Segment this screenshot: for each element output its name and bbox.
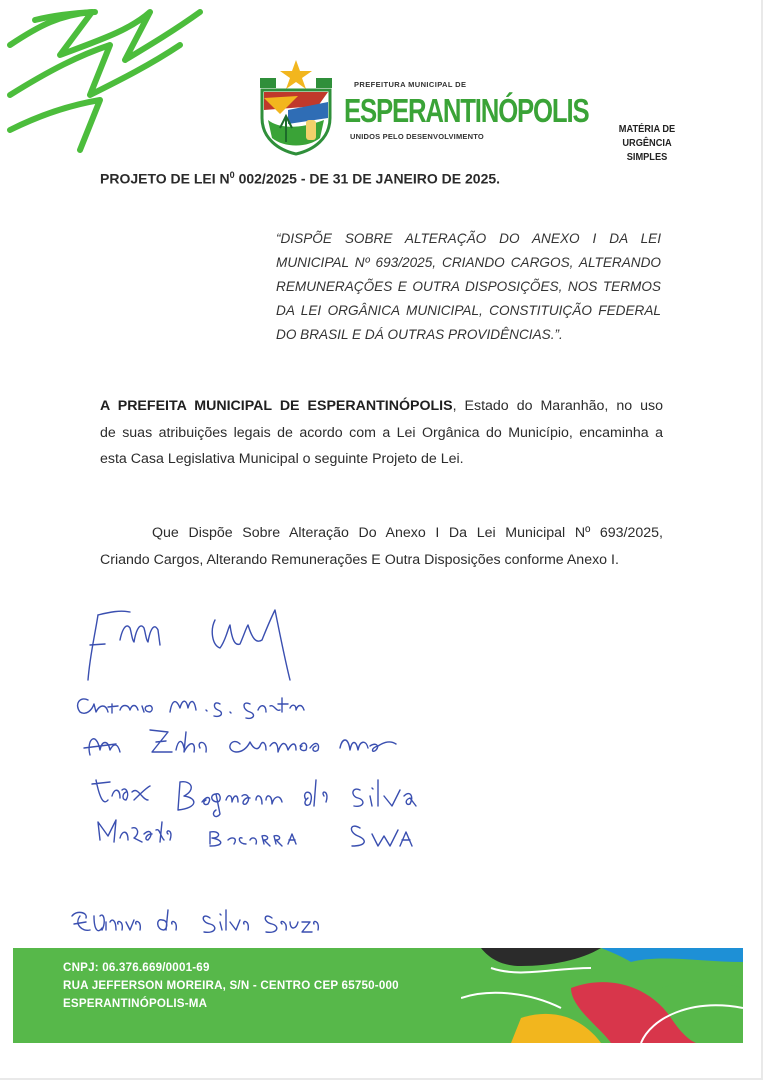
urgency-label (600, 122, 693, 164)
signature-2 (84, 730, 396, 755)
brand-top-text: PREFEITURA MUNICIPAL DE (354, 80, 467, 89)
dispositive-paragraph (100, 520, 663, 573)
law-title (100, 170, 500, 187)
preamble-paragraph (100, 393, 663, 473)
preamble-line1-rest: , Estado do Maranhão, no uso (452, 398, 663, 414)
preamble-line (100, 393, 663, 420)
urgency-line-1: MATÉRIA DE URGÊNCIA (618, 123, 676, 149)
preamble-bold: A PREFEITA MUNICIPAL DE ESPERANTINÓPOLIS (100, 398, 453, 414)
ementa-line: DO BRASIL E DÁ OUTRAS PROVIDÊNCIAS.”. (276, 326, 563, 342)
urgency-line-2: SIMPLES (626, 151, 668, 163)
footer-decoration (461, 948, 743, 1043)
brand-slogan: UNIDOS PELO DESENVOLVIMENTO (350, 132, 484, 141)
corner-decoration (0, 0, 240, 165)
footer-band (13, 948, 743, 1043)
dispositive-line: Criando Cargos, Alterando Remunerações E Outra Disposições conforme Anexo I. (100, 551, 619, 568)
law-title-pre: PROJETO DE LEI N (100, 170, 230, 187)
signature-1 (78, 698, 304, 718)
ementa-line: MUNICIPAL Nº 693/2025, CRIANDO CARGOS, ALTERANDO (276, 254, 661, 270)
signatures-area (60, 600, 460, 960)
dispositive-line: Que Dispõe Sobre Alteração Do Anexo I Da Lei Municipal Nº 693/2025, (152, 525, 663, 541)
signature-4 (98, 820, 412, 846)
law-title-sup: 0 (229, 170, 235, 180)
ementa-line: “DISPÕE SOBRE ALTERAÇÃO DO ANEXO I DA LEI (276, 231, 661, 246)
ementa-line: REMUNERAÇÕES E OUTRA DISPOSIÇÕES, NOS TERMOS (276, 278, 661, 294)
coat-of-arms-icon (258, 58, 338, 156)
preamble-line: esta Casa Legislativa Municipal o seguinte Projeto de Lei. (100, 451, 464, 467)
footer-cnpj: CNPJ: 06.376.669/0001-69 (63, 961, 210, 974)
ementa-block (276, 227, 661, 347)
footer-city: ESPERANTINÓPOLIS-MA (63, 997, 208, 1010)
signature-5 (72, 910, 318, 932)
preamble-line: de suas atribuições legais de acordo com a Lei Orgânica do Município, encaminha a (100, 424, 663, 441)
footer-contact (63, 959, 399, 1013)
signature-mayor (88, 610, 290, 680)
signature-3 (92, 780, 416, 817)
law-title-post: 002/2025 - DE 31 DE JANEIRO DE 2025. (234, 170, 501, 187)
footer-address: RUA JEFFERSON MOREIRA, S/N - CENTRO CEP 65750-000 (63, 979, 399, 992)
municipal-logo (258, 58, 589, 158)
brand-name: ESPERANTINÓPOLIS (344, 92, 589, 129)
ementa-line: DA LEI ORGÂNICA MUNICIPAL, CONSTITUIÇÃO FEDERAL (276, 302, 661, 318)
